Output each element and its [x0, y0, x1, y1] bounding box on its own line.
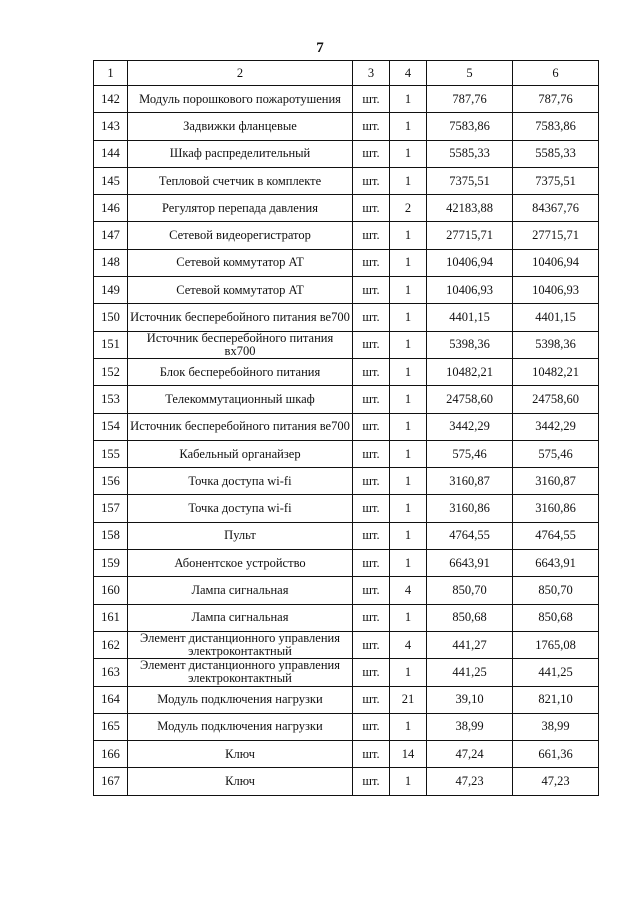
row-number-cell: 147	[94, 222, 128, 249]
unit-price-cell: 3442,29	[427, 413, 513, 440]
quantity-cell: 1	[390, 522, 427, 549]
item-name-cell: Источник бесперебойного питания вх700	[128, 331, 353, 358]
unit-cell: шт.	[353, 358, 390, 385]
row-number-cell: 144	[94, 140, 128, 167]
unit-price-cell: 10406,94	[427, 249, 513, 276]
total-cell: 10406,93	[513, 277, 599, 304]
item-name-cell: Регулятор перепада давления	[128, 195, 353, 222]
table-row	[94, 249, 599, 276]
unit-cell: шт.	[353, 522, 390, 549]
row-number-cell: 160	[94, 577, 128, 604]
column-header-2: 2	[128, 61, 353, 86]
quantity-cell: 1	[390, 167, 427, 194]
unit-cell: шт.	[353, 167, 390, 194]
quantity-cell: 14	[390, 741, 427, 768]
row-number-cell: 142	[94, 86, 128, 113]
column-header-1: 1	[94, 61, 128, 86]
quantity-cell: 1	[390, 550, 427, 577]
quantity-cell: 1	[390, 277, 427, 304]
item-name-cell: Элемент дистанционного управления электроконтактный	[128, 631, 353, 658]
total-cell: 661,36	[513, 741, 599, 768]
item-name-cell: Сетевой коммутатор AT	[128, 249, 353, 276]
row-number-cell: 164	[94, 686, 128, 713]
item-name-cell: Точка доступа wi-fi	[128, 495, 353, 522]
unit-price-cell: 42183,88	[427, 195, 513, 222]
total-cell: 24758,60	[513, 386, 599, 413]
unit-cell: шт.	[353, 304, 390, 331]
item-name-cell: Кабельный органайзер	[128, 440, 353, 467]
total-cell: 5398,36	[513, 331, 599, 358]
row-number-cell: 145	[94, 167, 128, 194]
unit-price-cell: 5585,33	[427, 140, 513, 167]
table-row	[94, 686, 599, 713]
row-number-cell: 151	[94, 331, 128, 358]
quantity-cell: 1	[390, 86, 427, 113]
unit-price-cell: 10482,21	[427, 358, 513, 385]
unit-price-cell: 3160,87	[427, 468, 513, 495]
table-row	[94, 577, 599, 604]
unit-cell: шт.	[353, 631, 390, 658]
total-cell: 4401,15	[513, 304, 599, 331]
quantity-cell: 1	[390, 413, 427, 440]
row-number-cell: 153	[94, 386, 128, 413]
row-number-cell: 156	[94, 468, 128, 495]
quantity-cell: 1	[390, 113, 427, 140]
column-header-4: 4	[390, 61, 427, 86]
unit-price-cell: 7375,51	[427, 167, 513, 194]
item-name-cell: Абонентское устройство	[128, 550, 353, 577]
unit-cell: шт.	[353, 222, 390, 249]
quantity-cell: 1	[390, 358, 427, 385]
unit-price-cell: 850,68	[427, 604, 513, 631]
unit-cell: шт.	[353, 741, 390, 768]
total-cell: 850,68	[513, 604, 599, 631]
unit-price-cell: 38,99	[427, 713, 513, 740]
table-row	[94, 604, 599, 631]
total-cell: 3160,86	[513, 495, 599, 522]
table-row	[94, 741, 599, 768]
row-number-cell: 159	[94, 550, 128, 577]
page-number: 7	[316, 40, 324, 56]
column-header-6: 6	[513, 61, 599, 86]
items-table	[93, 60, 599, 796]
item-name-cell: Телекоммутационный шкаф	[128, 386, 353, 413]
row-number-cell: 143	[94, 113, 128, 140]
table-row	[94, 631, 599, 658]
total-cell: 47,23	[513, 768, 599, 795]
table-row	[94, 386, 599, 413]
unit-cell: шт.	[353, 713, 390, 740]
row-number-cell: 161	[94, 604, 128, 631]
row-number-cell: 148	[94, 249, 128, 276]
unit-price-cell: 787,76	[427, 86, 513, 113]
column-header-5: 5	[427, 61, 513, 86]
item-name-cell: Точка доступа wi-fi	[128, 468, 353, 495]
column-header-3: 3	[353, 61, 390, 86]
unit-cell: шт.	[353, 468, 390, 495]
unit-cell: шт.	[353, 550, 390, 577]
table-row	[94, 468, 599, 495]
item-name-cell: Источник бесперебойного питания ве700	[128, 413, 353, 440]
unit-cell: шт.	[353, 249, 390, 276]
unit-price-cell: 441,25	[427, 659, 513, 686]
unit-cell: шт.	[353, 195, 390, 222]
quantity-cell: 1	[390, 331, 427, 358]
unit-cell: шт.	[353, 140, 390, 167]
item-name-cell: Лампа сигнальная	[128, 577, 353, 604]
table-row	[94, 440, 599, 467]
row-number-cell: 166	[94, 741, 128, 768]
quantity-cell: 1	[390, 386, 427, 413]
table-row	[94, 331, 599, 358]
row-number-cell: 167	[94, 768, 128, 795]
table-row	[94, 550, 599, 577]
unit-price-cell: 24758,60	[427, 386, 513, 413]
table-row	[94, 167, 599, 194]
item-name-cell: Сетевой коммутатор AT	[128, 277, 353, 304]
unit-price-cell: 7583,86	[427, 113, 513, 140]
header-row	[94, 61, 599, 86]
quantity-cell: 1	[390, 495, 427, 522]
unit-price-cell: 39,10	[427, 686, 513, 713]
total-cell: 10482,21	[513, 358, 599, 385]
row-number-cell: 155	[94, 440, 128, 467]
item-name-cell: Пульт	[128, 522, 353, 549]
unit-cell: шт.	[353, 686, 390, 713]
total-cell: 6643,91	[513, 550, 599, 577]
unit-price-cell: 575,46	[427, 440, 513, 467]
unit-cell: шт.	[353, 659, 390, 686]
unit-price-cell: 47,24	[427, 741, 513, 768]
table-row	[94, 113, 599, 140]
total-cell: 7583,86	[513, 113, 599, 140]
unit-price-cell: 850,70	[427, 577, 513, 604]
row-number-cell: 165	[94, 713, 128, 740]
table-row	[94, 713, 599, 740]
total-cell: 821,10	[513, 686, 599, 713]
table-row	[94, 277, 599, 304]
unit-cell: шт.	[353, 86, 390, 113]
quantity-cell: 1	[390, 659, 427, 686]
quantity-cell: 2	[390, 195, 427, 222]
total-cell: 4764,55	[513, 522, 599, 549]
unit-price-cell: 10406,93	[427, 277, 513, 304]
unit-price-cell: 47,23	[427, 768, 513, 795]
unit-cell: шт.	[353, 331, 390, 358]
quantity-cell: 1	[390, 222, 427, 249]
total-cell: 441,25	[513, 659, 599, 686]
table-row	[94, 522, 599, 549]
unit-cell: шт.	[353, 577, 390, 604]
unit-price-cell: 4401,15	[427, 304, 513, 331]
quantity-cell: 1	[390, 304, 427, 331]
row-number-cell: 152	[94, 358, 128, 385]
quantity-cell: 1	[390, 140, 427, 167]
total-cell: 27715,71	[513, 222, 599, 249]
unit-cell: шт.	[353, 440, 390, 467]
table-row	[94, 659, 599, 686]
item-name-cell: Сетевой видеорегистратор	[128, 222, 353, 249]
quantity-cell: 4	[390, 631, 427, 658]
table-row	[94, 86, 599, 113]
total-cell: 10406,94	[513, 249, 599, 276]
row-number-cell: 146	[94, 195, 128, 222]
item-name-cell: Модуль порошкового пожаротушения	[128, 86, 353, 113]
total-cell: 3442,29	[513, 413, 599, 440]
row-number-cell: 158	[94, 522, 128, 549]
row-number-cell: 154	[94, 413, 128, 440]
table-row	[94, 140, 599, 167]
unit-cell: шт.	[353, 604, 390, 631]
item-name-cell: Задвижки фланцевые	[128, 113, 353, 140]
total-cell: 3160,87	[513, 468, 599, 495]
item-name-cell: Элемент дистанционного управления электроконтактный	[128, 659, 353, 686]
unit-price-cell: 3160,86	[427, 495, 513, 522]
unit-cell: шт.	[353, 768, 390, 795]
item-name-cell: Блок бесперебойного питания	[128, 358, 353, 385]
table-row	[94, 495, 599, 522]
total-cell: 1765,08	[513, 631, 599, 658]
unit-price-cell: 441,27	[427, 631, 513, 658]
quantity-cell: 1	[390, 604, 427, 631]
total-cell: 5585,33	[513, 140, 599, 167]
quantity-cell: 4	[390, 577, 427, 604]
item-name-cell: Модуль подключения нагрузки	[128, 713, 353, 740]
quantity-cell: 21	[390, 686, 427, 713]
total-cell: 7375,51	[513, 167, 599, 194]
total-cell: 38,99	[513, 713, 599, 740]
item-name-cell: Модуль подключения нагрузки	[128, 686, 353, 713]
table-row	[94, 358, 599, 385]
quantity-cell: 1	[390, 468, 427, 495]
unit-price-cell: 27715,71	[427, 222, 513, 249]
table-row	[94, 413, 599, 440]
item-name-cell: Шкаф распределительный	[128, 140, 353, 167]
table-row	[94, 304, 599, 331]
item-name-cell: Лампа сигнальная	[128, 604, 353, 631]
total-cell: 850,70	[513, 577, 599, 604]
row-number-cell: 157	[94, 495, 128, 522]
quantity-cell: 1	[390, 440, 427, 467]
item-name-cell: Ключ	[128, 741, 353, 768]
unit-cell: шт.	[353, 413, 390, 440]
table-row	[94, 222, 599, 249]
total-cell: 575,46	[513, 440, 599, 467]
row-number-cell: 150	[94, 304, 128, 331]
unit-price-cell: 4764,55	[427, 522, 513, 549]
quantity-cell: 1	[390, 713, 427, 740]
total-cell: 84367,76	[513, 195, 599, 222]
quantity-cell: 1	[390, 249, 427, 276]
row-number-cell: 162	[94, 631, 128, 658]
row-number-cell: 149	[94, 277, 128, 304]
unit-cell: шт.	[353, 113, 390, 140]
row-number-cell: 163	[94, 659, 128, 686]
unit-price-cell: 6643,91	[427, 550, 513, 577]
quantity-cell: 1	[390, 768, 427, 795]
item-name-cell: Ключ	[128, 768, 353, 795]
unit-cell: шт.	[353, 277, 390, 304]
table-body	[94, 86, 599, 796]
unit-price-cell: 5398,36	[427, 331, 513, 358]
unit-cell: шт.	[353, 495, 390, 522]
unit-cell: шт.	[353, 386, 390, 413]
table-row	[94, 768, 599, 795]
item-name-cell: Тепловой счетчик в комплекте	[128, 167, 353, 194]
table-row	[94, 195, 599, 222]
item-name-cell: Источник бесперебойного питания ве700	[128, 304, 353, 331]
total-cell: 787,76	[513, 86, 599, 113]
